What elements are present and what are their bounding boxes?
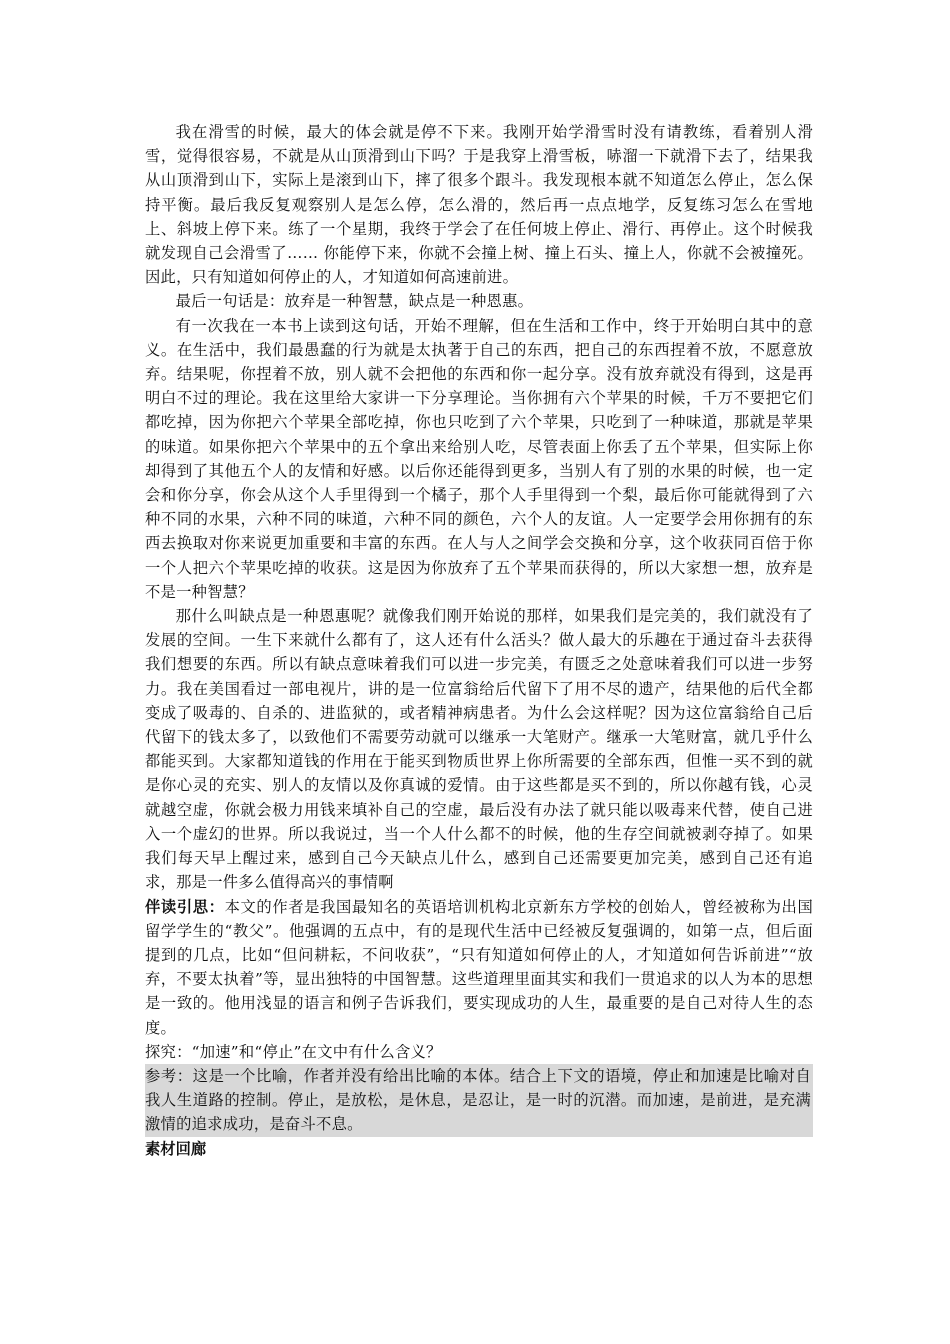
guide-reading-note	[145, 895, 813, 1040]
article-paragraph-shortcomings: 那什么叫缺点是一种恩惠呢？就像我们刚开始说的那样，如果我们是完美的，我们就没有了发展的空间。一生下来就什么都有了，这人还有什么活头？做人最大的乐趣在于通过奋斗去获得我们想要的东西。所以有缺点意味着我们可以进一步完美，有匮乏之处意味着我们可以进一步努力。我在美国看过一部电视片，讲的是一位富翁给后代留下了用不尽的遗产，结果他的后代全都变成了吸毒的、自杀的、进监狱的，或者精神病患者。为什么会这样呢？因为这位富翁给自己后代留下的钱太多了，以致他们不需要劳动就可以继承一大笔财产。继承一大笔财富，就几乎什么都能买到。大家都知道钱的作用在于能买到物质世界上你所需要的全部东西，但惟一买不到的就是你心灵的充实、别人的友情以及你真诚的爱情。由于这些都是买不到的，所以你越有钱，心灵就越空虚，你就会极力用钱来填补自己的空虚，最后没有办法了就只能以吸毒来代替，使自己进入一个虚幻的世界。所以我说过，当一个人什么都不的时候，他的生存空间就被剥夺掉了。如果我们每天早上醒过来，感到自己今天缺点儿什么，感到自己还需要更加完美，感到自己还有追求，那是一件多么值得高兴的事情啊	[145, 607, 813, 892]
guide-text: 本文的作者是我国最知名的英语培训机构北京新东方学校的创始人，曾经被称为出国留学学生的“教父”。他强调的五点中，有的是现代生活中已经被反复强调的，如第一点，但后面提到的几点，比如“但问耕耘，不问收获”，“只有知道如何停止的人，才知道如何告诉前进”“放弃，不要太执着”等，显出独特的中国智慧。这些道理里面其实和我们一贯追求的以人为本的思想是一致的。他用浅显的语言和例子告诉我们，要实现成功的人生，最重要的是自己对待人生的态度。	[145, 897, 813, 1037]
explore-question: 探究：“加速”和“停止”在文中有什么含义？	[145, 1042, 442, 1061]
guide-label: 伴读引思：	[145, 897, 225, 916]
article-paragraph-last-sentence: 最后一句话是：放弃是一种智慧，缺点是一种恩惠。	[175, 292, 534, 311]
section-heading: 素材回廊	[145, 1139, 207, 1158]
article-paragraph-giving-up: 有一次我在一本书上读到这句话，开始不理解，但在生活和工作中，终于开始明白其中的意义。在生活中，我们最愚蠢的行为就是太执著于自己的东西，把自己的东西捏着不放，不愿意放弃。结果呢，你捏着不放，别人就不会把他的东西和你一起分享。没有放弃就没有得到，这是再明白不过的理论。我在这里给大家讲一下分享理论。当你拥有六个苹果的时候，千万不要把它们都吃掉，因为你把六个苹果全部吃掉，你也只吃到了六个苹果，只吃到了一种味道，那就是苹果的味道。如果你把六个苹果中的五个拿出来给别人吃，尽管表面上你丢了五个苹果，但实际上你却得到了其他五个人的友情和好感。以后你还能得到更多，当别人有了别的水果的时候，也一定会和你分享，你会从这个人手里得到一个橘子，那个人手里得到一个梨，最后你可能就得到了六种不同的水果，六种不同的味道，六种不同的颜色，六个人的友谊。人一定要学会用你拥有的东西去换取对你来说更加重要和丰富的东西。在人与人之间学会交换和分享，这个收获同百倍于你一个人把六个苹果吃掉的收获。这是因为你放弃了五个苹果而获得的，所以大家想一想，放弃是不是一种智慧？	[145, 316, 813, 601]
document-page	[145, 120, 813, 1161]
article-paragraph-skiing: 我在滑雪的时候，最大的体会就是停不下来。我刚开始学滑雪时没有请教练，看着别人滑雪，觉得很容易，不就是从山顶滑到山下吗？于是我穿上滑雪板，哧溜一下就滑下去了，结果我从山顶滑到山下，实际上是滚到山下，摔了很多个跟斗。我发现根本就不知道怎么停止，怎么保持平衡。最后我反复观察别人是怎么停，怎么滑的，然后再一点点地学，反复练习怎么在雪地上、斜坡上停下来。练了一个星期，我终于学会了在任何坡上停止、滑行、再停止。这个时候我就发现自己会滑雪了…… 你能停下来，你就不会撞上树、撞上石头、撞上人，你就不会被撞死。因此，只有知道如何停止的人，才知道如何高速前进。	[145, 123, 813, 287]
explore-answer: 参考：这是一个比喻，作者并没有给出比喻的本体。结合上下文的语境，停止和加速是比喻对自我人生道路的控制。停止，是放松，是休息，是忍让，是一时的沉潜。而加速，是前进，是充满激情的追求成功，是奋斗不息。	[145, 1064, 813, 1137]
